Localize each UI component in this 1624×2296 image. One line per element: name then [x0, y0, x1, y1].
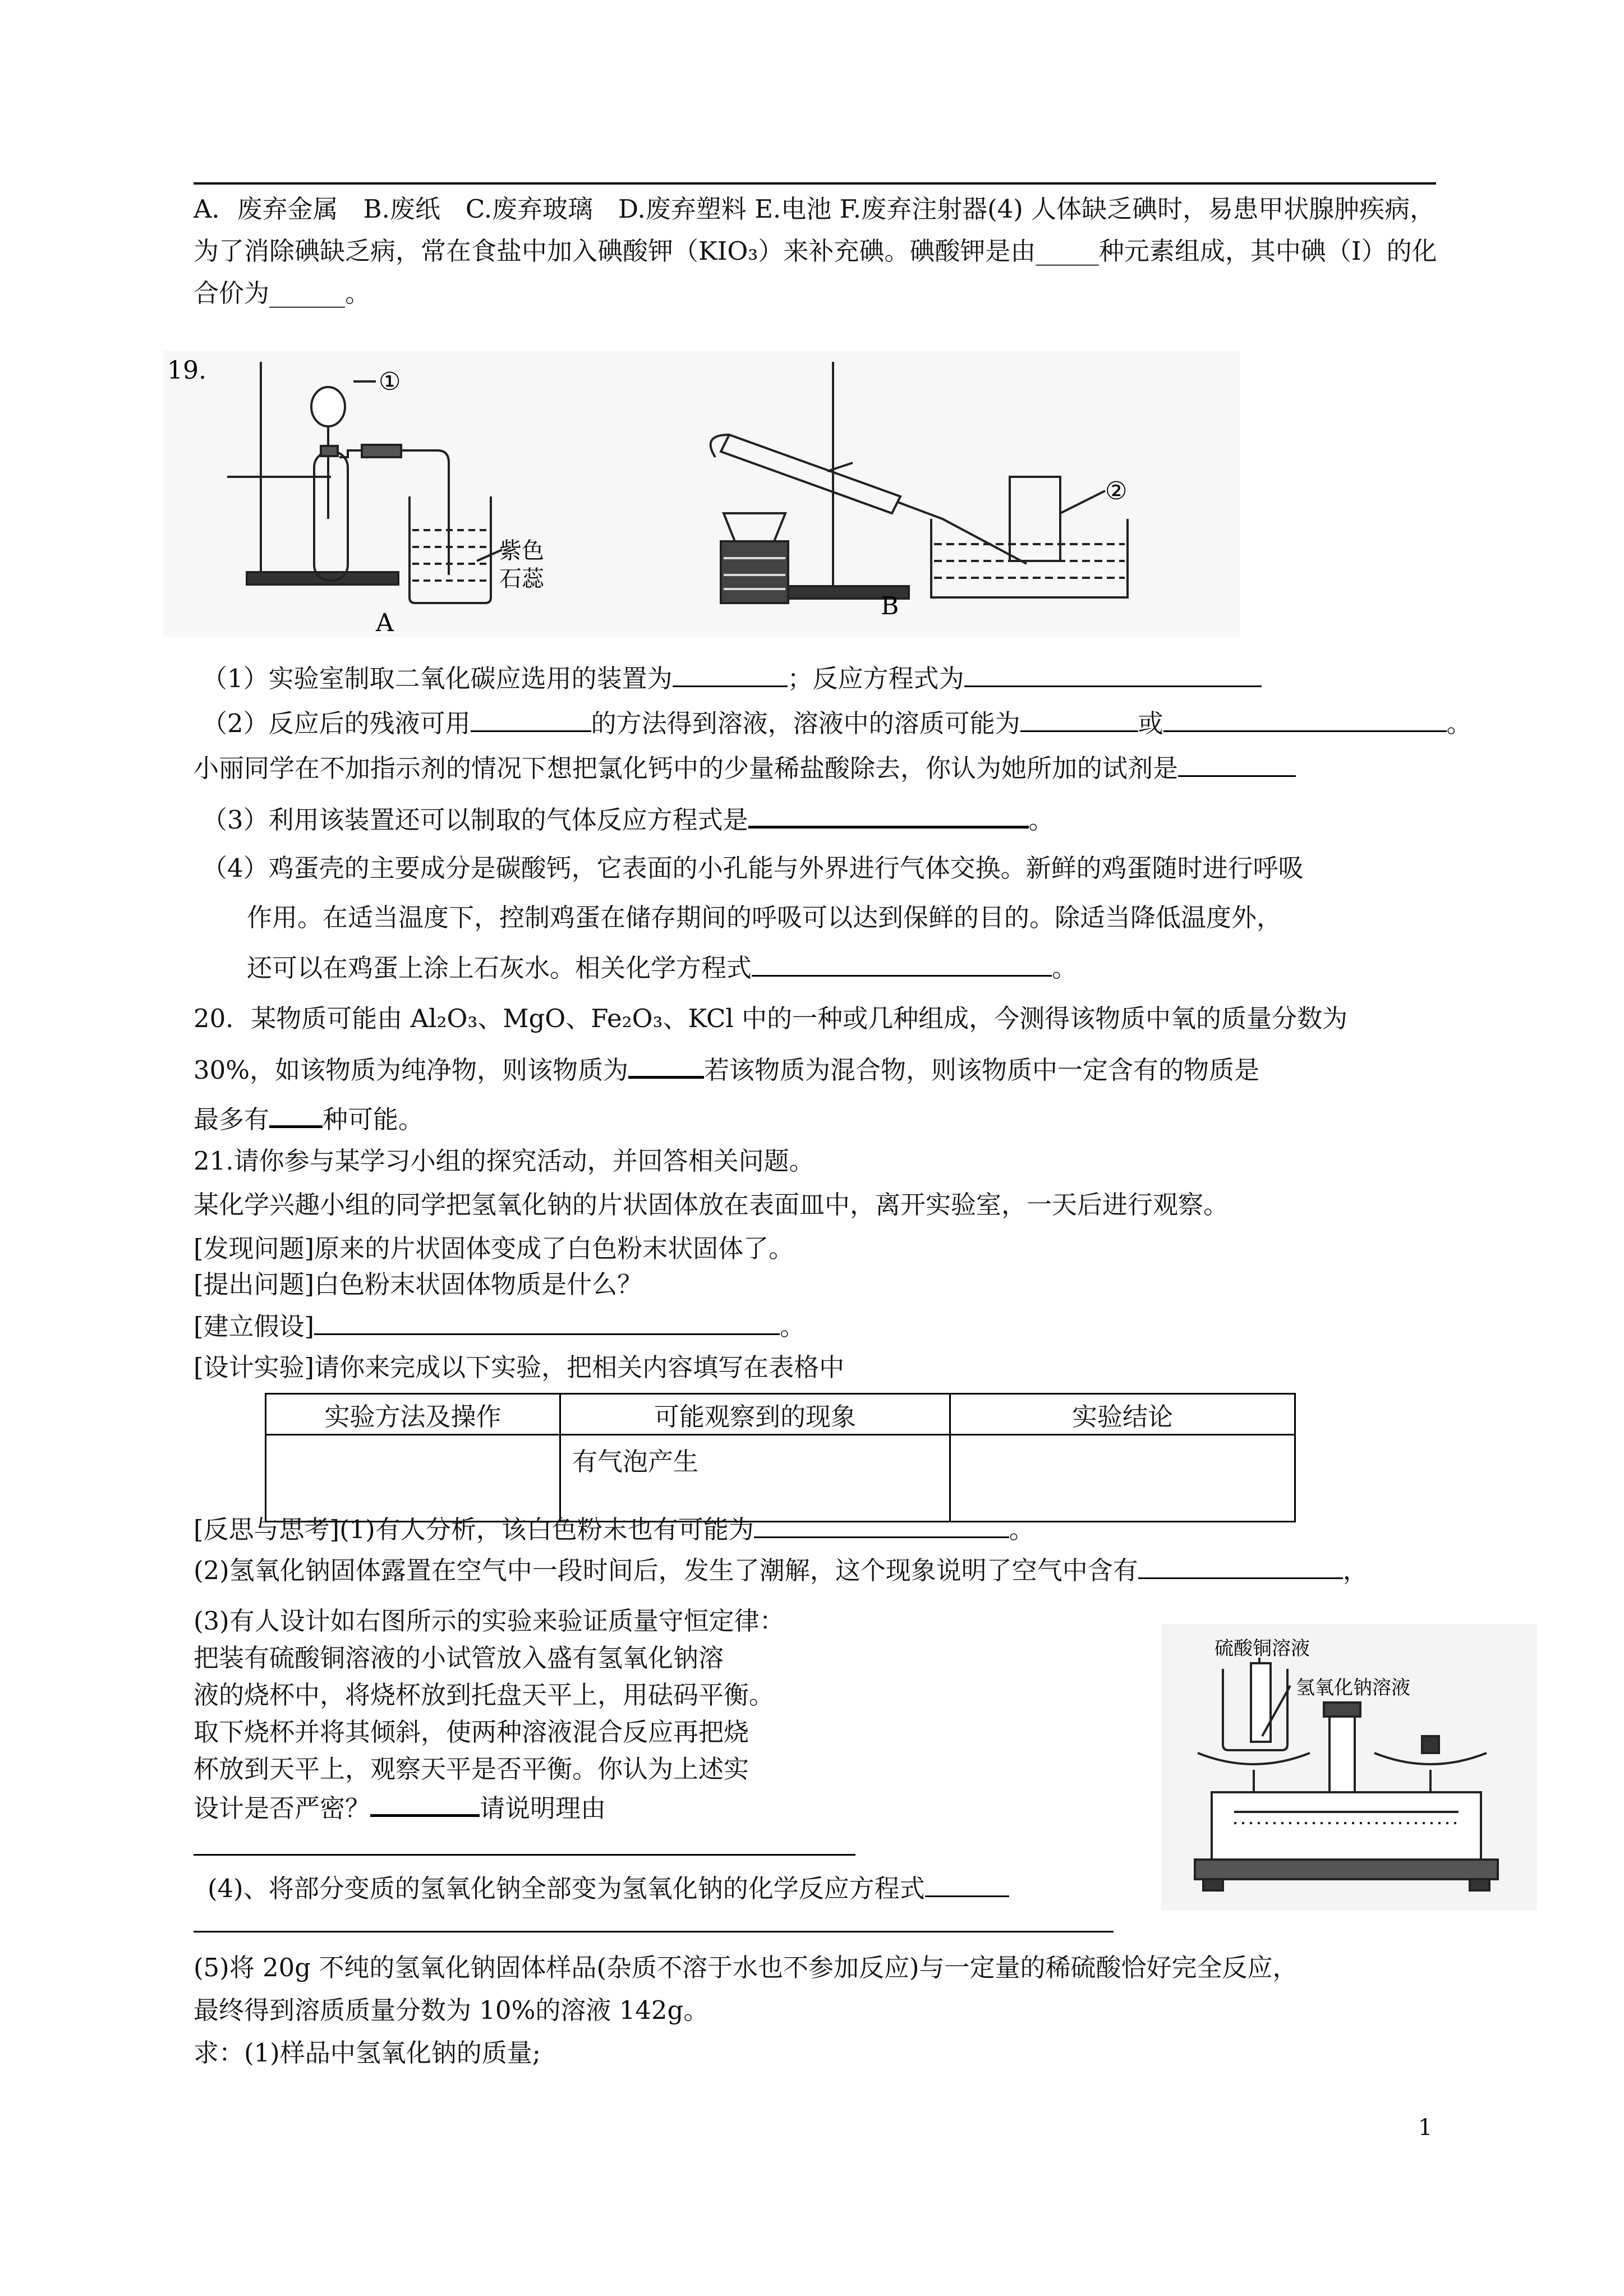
sodium-hydroxide-label: 氢氧化钠溶液 [1296, 1677, 1410, 1699]
q21-part-5-line-3: 求：(1)样品中氢氧化钠的质量; [194, 2038, 541, 2068]
q21-reflect-1: [反思与思考](1)有人分析，该白色粉末也有可能为 。 [194, 1512, 1034, 1547]
litmus-label-2: 石蕊 [499, 566, 544, 592]
blank-rigorous[interactable] [370, 1789, 480, 1817]
copper-sulfate-label: 硫酸铜溶液 [1214, 1637, 1310, 1660]
blank-solute-1[interactable] [1020, 706, 1138, 732]
q21-reflect-3-line-4: 取下烧杯并将其倾斜，使两种溶液混合反应再把烧 [194, 1717, 749, 1747]
balance-figure [1161, 1624, 1537, 1910]
q19-number: 19. [167, 356, 206, 385]
q19-part-4-line-1: （4）鸡蛋壳的主要成分是碳酸钙，它表面的小孔能与外界进行气体交换。新鲜的鸡蛋随时进行呼吸 [202, 853, 1304, 883]
table-cell-method[interactable] [266, 1435, 560, 1522]
blank-hypothesis[interactable] [314, 1309, 780, 1335]
q21-reflect-3-line-2: 把装有硫酸铜溶液的小试管放入盛有氢氧化钠溶 [194, 1643, 724, 1673]
table-row [266, 1435, 1295, 1522]
label-2: ② [1105, 477, 1128, 505]
page-number: 1 [1418, 2115, 1433, 2141]
blank-alternative-powder[interactable] [754, 1512, 1009, 1538]
q20-line-3: 最多有 种可能。 [194, 1101, 424, 1137]
litmus-label-1: 紫色 [499, 538, 544, 564]
q19-part-2-cont: 小丽同学在不加指示剂的情况下想把氯化钙中的少量稀盐酸除去，你认为她所加的试剂是 [194, 751, 1296, 785]
q21-line-1: 21.请你参与某学习小组的探究活动，并回答相关问题。 [194, 1146, 815, 1176]
q21-line-2: 某化学兴趣小组的同学把氢氧化钠的片状固体放在表面皿中，离开实验室，一天后进行观察。 [194, 1190, 1229, 1220]
q19-part-3: （3）利用该装置还可以制取的气体反应方程式是 。 [202, 801, 1054, 837]
q21-line-4: [提出问题]白色粉末状固体物质是什么？ [194, 1269, 643, 1299]
reason-answer-line[interactable] [194, 1854, 855, 1856]
q21-reflect-2: (2)氢氧化钠固体露置在空气中一段时间后，发生了潮解，这个现象说明了空气中含有 ， [194, 1553, 1368, 1588]
q21-reflect-3-line-1: (3)有人设计如右图所示的实验来验证质量守恒定律： [194, 1606, 785, 1636]
blank-air-component[interactable] [1138, 1553, 1343, 1579]
blank-lime-equation[interactable] [752, 950, 1052, 977]
table-header: 实验结论 [950, 1394, 1295, 1435]
table-cell-phenomenon: 有气泡产生 [560, 1435, 950, 1522]
app-a-label: A [376, 609, 394, 637]
q21-line-6: [设计实验]请你来完成以下实验，把相关内容填写在表格中 [194, 1352, 845, 1382]
q21-line-3: [发现问题]原来的片状固体变成了白色粉末状固体了。 [194, 1234, 794, 1263]
q19-part-1: （1）实验室制取二氧化碳应选用的装置为 ；反应方程式为 [202, 661, 1262, 696]
blank-equation[interactable] [964, 661, 1262, 687]
q21-line-5: [建立假设] 。 [194, 1309, 805, 1343]
table-header-row [266, 1394, 1295, 1435]
blank-pure-substance[interactable] [628, 1051, 704, 1079]
table-header: 可能观察到的现象 [560, 1394, 950, 1435]
blank-device[interactable] [673, 661, 788, 687]
q19-part-4-line-3: 还可以在鸡蛋上涂上石灰水。相关化学方程式 。 [247, 950, 1077, 985]
table-cell-conclusion[interactable] [950, 1435, 1295, 1522]
q20-line-2: 30%，如该物质为纯净物，则该物质为 若该物质为混合物，则该物质中一定含有的物质是 [194, 1051, 1259, 1087]
q20-line-1: 20．某物质可能由 Al₂O₃、MgO、Fe₂O₃、KCl 中的一种或几种组成，今测得该物质中氧的质量分数为 [194, 1004, 1348, 1033]
q21-reflect-3-line-5: 杯放到天平上，观察天平是否平衡。你认为上述实 [194, 1754, 749, 1784]
q21-reflect-3-line-3: 液的烧杯中，将烧杯放到托盘天平上，用砝码平衡。 [194, 1680, 775, 1710]
q19-part-2: （2）反应后的残液可用 的方法得到溶液，溶液中的溶质可能为 或 。 [202, 706, 1472, 740]
experiment-table [265, 1393, 1296, 1522]
top-rule [194, 182, 1436, 185]
q18-paragraph: A．废弃金属 B.废纸 C.废弃玻璃 D.废弃塑料 E.电池 F.废弃注射器(4) 人体缺乏碘时，易患甲状腺肿疾病，为了消除碘缺乏病，常在食盐中加入碘酸钾（KIO₃）来补充碘。碘酸钾是由_____种元素组成，其中碘（I）的化合价为______。 [194, 194, 1437, 308]
q21-part-5-line-1: (5)将 20g 不纯的氢氧化钠固体样品(杂质不溶于水也不参加反应)与一定量的稀硫酸恰好完全反应， [194, 1953, 1298, 1982]
blank-solute-2[interactable] [1163, 706, 1447, 732]
blank-gas-equation[interactable] [748, 801, 1029, 829]
blank-method[interactable] [471, 706, 591, 732]
q21-reflect-3-line-6: 设计是否严密？ 请说明理由 [194, 1789, 606, 1825]
label-1: ① [379, 367, 401, 396]
q19-part-4-line-2: 作用。在适当温度下，控制鸡蛋在储存期间的呼吸可以达到保鲜的目的。除适当降低温度外， [247, 903, 1282, 932]
q21-reflect-4: (4)、将部分变质的氢氧化钠全部变为氢氧化钠的化学反应方程式 [208, 1871, 1009, 1906]
blank-restore-equation[interactable] [925, 1871, 1009, 1897]
q21-part-5-line-2: 最终得到溶质质量分数为 10%的溶液 142g。 [194, 1995, 709, 2025]
q19-apparatus-figure [163, 351, 1240, 637]
equation-answer-line[interactable] [194, 1931, 1114, 1932]
app-b-label: B [881, 592, 899, 620]
blank-reagent[interactable] [1178, 751, 1296, 777]
blank-possibilities[interactable] [269, 1101, 323, 1128]
table-header: 实验方法及操作 [266, 1394, 560, 1435]
